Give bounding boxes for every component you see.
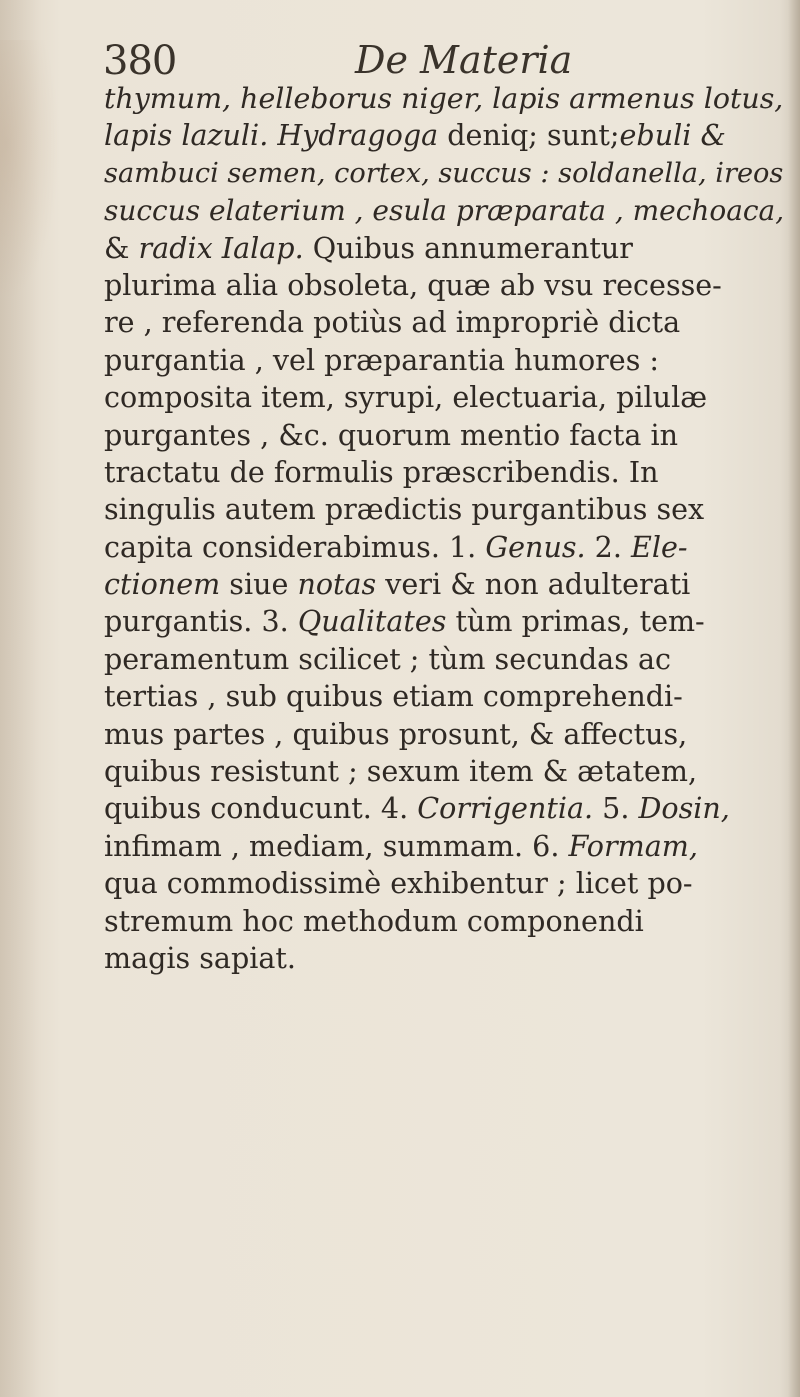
- text-line: [104, 454, 794, 491]
- text-line: [104, 566, 794, 603]
- roman-text: 5.: [593, 791, 639, 826]
- text-line: [104, 267, 794, 304]
- text-line: [104, 828, 794, 865]
- text-line: [104, 903, 794, 940]
- text-line: [104, 865, 794, 902]
- roman-text: composita item, syrupi, electuaria, pilulæ: [104, 380, 708, 415]
- roman-text: purgantes , &c. quorum mentio facta in: [104, 417, 678, 452]
- roman-text: &: [104, 230, 139, 265]
- roman-text: tractatu de formulis præscribendis. In: [104, 454, 659, 489]
- roman-text: plurima alia obsoleta, quæ ab vsu recesse-: [104, 267, 722, 302]
- text-line: [104, 491, 794, 528]
- roman-text: purgantia , vel præparantia humores :: [104, 342, 660, 377]
- roman-text: Quibus annumerantur: [303, 230, 633, 265]
- italic-text: lapis lazuli. Hydragoga: [104, 118, 439, 153]
- italic-text: succus elaterium , esula præparata , mechoaca,: [104, 194, 785, 228]
- italic-text: ebuli &: [619, 118, 726, 153]
- roman-text: siue: [220, 567, 298, 602]
- italic-text: Genus.: [485, 529, 586, 564]
- text-line: [104, 192, 794, 229]
- italic-text: thymum, helleborus niger, lapis armenus lotus,: [104, 82, 784, 115]
- italic-text: Corrigentia.: [417, 791, 594, 826]
- roman-text: stremum hoc methodum componendi: [104, 903, 644, 938]
- roman-text: mus partes , quibus prosunt, & affectus,: [104, 716, 688, 751]
- italic-text: Dosin,: [638, 791, 730, 826]
- text-line: [104, 230, 794, 267]
- text-line: [104, 790, 794, 827]
- running-title: De Materia: [355, 38, 573, 82]
- italic-text: Formam,: [568, 828, 698, 863]
- roman-text: infimam , mediam, summam. 6.: [104, 828, 569, 863]
- roman-text: tertias , sub quibus etiam comprehendi-: [104, 679, 683, 714]
- text-line: [104, 716, 794, 753]
- text-line: [104, 117, 794, 154]
- italic-text: ctionem: [104, 567, 221, 602]
- roman-text: veri & non adulterati: [376, 567, 691, 602]
- roman-text: purgantis. 3.: [104, 604, 298, 639]
- italic-text: sambuci semen, cortex, succus : soldanella, ireos: [104, 157, 784, 189]
- italic-text: notas: [297, 567, 377, 602]
- roman-text: quibus resistunt ; sexum item & ætatem,: [104, 754, 698, 789]
- body-text: [104, 80, 794, 977]
- text-line: [104, 678, 794, 715]
- italic-text: Qualitates: [297, 604, 447, 639]
- text-line: [104, 417, 794, 454]
- roman-text: re , referenda potiùs ad impropriè dicta: [104, 305, 681, 340]
- text-line: [104, 304, 794, 341]
- text-line: [104, 529, 794, 566]
- text-line: [104, 379, 794, 416]
- roman-text: peramentum scilicet ; tùm secundas ac: [104, 641, 671, 676]
- roman-text: singulis autem prædictis purgantibus sex: [104, 492, 705, 527]
- text-line: [104, 603, 794, 640]
- text-line: [104, 155, 794, 192]
- roman-text: quibus conducunt. 4.: [104, 791, 418, 826]
- italic-text: Ele-: [631, 529, 688, 564]
- roman-text: deniq; sunt;: [438, 118, 620, 153]
- roman-text: magis sapiat.: [104, 940, 296, 975]
- text-line: [104, 940, 794, 977]
- text-line: [104, 80, 794, 117]
- italic-text: radix Ialap.: [138, 230, 304, 265]
- roman-text: tùm primas, tem-: [446, 604, 705, 639]
- roman-text: capita considerabimus. 1.: [104, 529, 486, 564]
- page-number: 380: [103, 38, 177, 84]
- text-line: [104, 753, 794, 790]
- text-line: [104, 641, 794, 678]
- roman-text: qua commodissimè exhibentur ; licet po-: [104, 866, 693, 901]
- text-line: [104, 342, 794, 379]
- roman-text: 2.: [585, 529, 631, 564]
